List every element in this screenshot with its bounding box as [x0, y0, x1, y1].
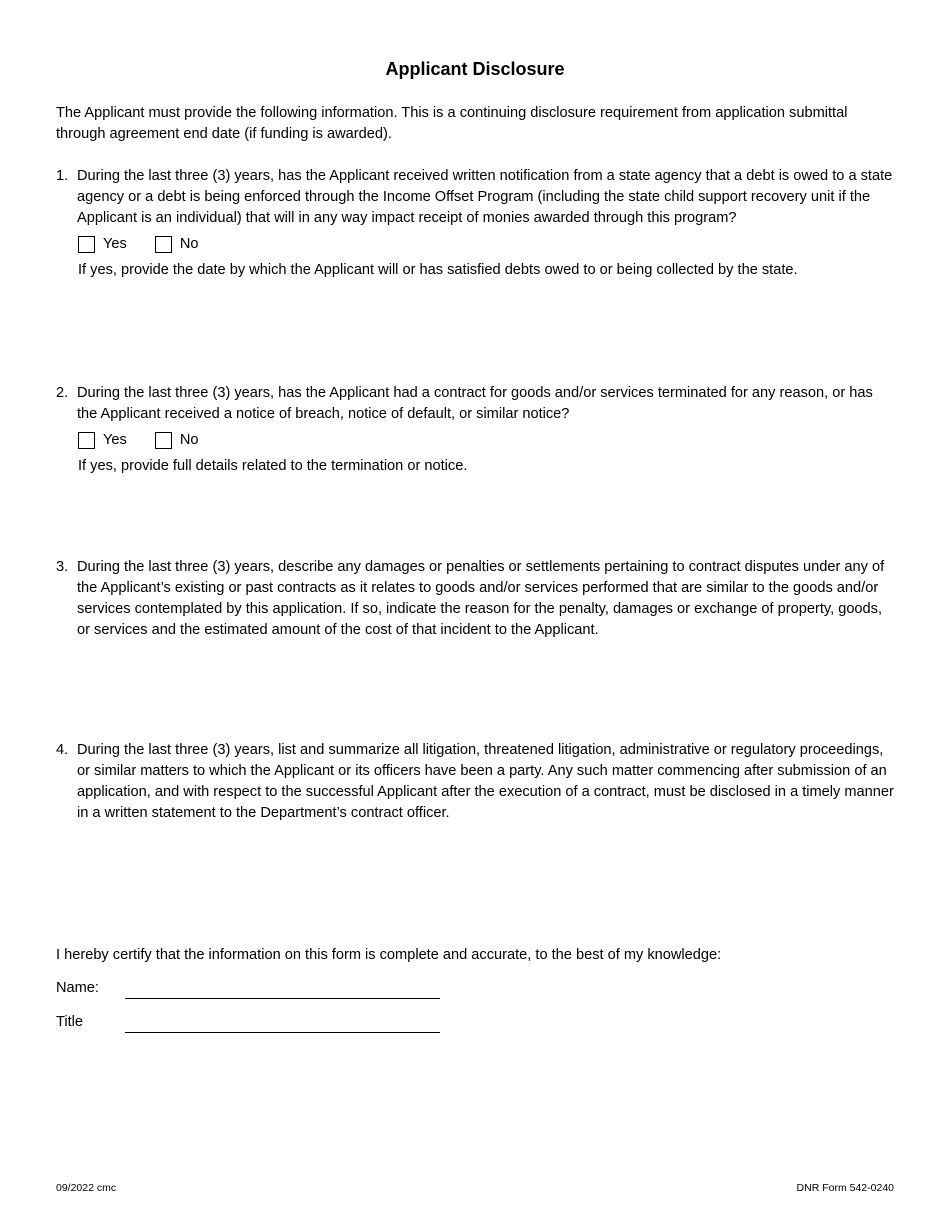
title-row — [56, 1012, 440, 1033]
no-label: No — [179, 431, 199, 448]
question-number: 3. — [56, 559, 69, 575]
question-4 — [56, 740, 896, 824]
certify-statement: I hereby certify that the information on this form is complete and accurate, to the best of my knowledge: — [56, 947, 722, 963]
followup-text: If yes, provide the date by which the Applicant will or has satisfied debts owed to or being collected by the state. — [78, 262, 798, 278]
yes-no-group — [78, 233, 896, 255]
name-row — [56, 978, 440, 999]
question-2 — [56, 383, 896, 477]
no-checkbox[interactable] — [155, 236, 172, 253]
question-number: 2. — [56, 385, 69, 401]
intro-paragraph: The Applicant must provide the following information. This is a continuing disclosure requirement from application submittal through agreement end date (if funding is awarded). — [56, 105, 848, 142]
no-checkbox[interactable] — [155, 432, 172, 449]
no-option[interactable] — [155, 234, 199, 255]
question-text: During the last three (3) years, list and summarize all litigation, threatened litigation, administrative or regulatory proceedings, or similar matters to which the Applicant or its officers have been a party. Any such matter commencing after submission of an application, and with respect to the successful Applicant after the execution of a contract, must be disclosed in a timely manner in a written statement to the Department’s contract officer. — [77, 742, 894, 821]
name-field[interactable] — [125, 979, 440, 999]
yes-checkbox[interactable] — [78, 236, 95, 253]
question-text: During the last three (3) years, has the Applicant received written notification from a state agency that a debt is owed to a state agency or a debt is being enforced through the Income Offset Program (including the state child support recovery unit if the Applicant is an individual) that will in any way impact receipt of monies awarded through this program? — [77, 168, 893, 226]
question-text: During the last three (3) years, describe any damages or penalties or settlements pertaining to contract disputes under any of the Applicant’s existing or past contracts as it relates to goods and/or services performed that are similar to the goods and/or services contemplated by this application. If so, indicate the reason for the penalty, damages or exchange of property, goods, or services and the estimated amount of the cost of that incident to the Applicant. — [77, 559, 885, 638]
yes-option[interactable] — [78, 430, 127, 451]
page-title: Applicant Disclosure — [385, 59, 565, 79]
question-3 — [56, 557, 896, 641]
question-number: 4. — [56, 742, 69, 758]
yes-option[interactable] — [78, 234, 127, 255]
title-field[interactable] — [125, 1013, 440, 1033]
followup-text: If yes, provide full details related to the termination or notice. — [78, 458, 468, 474]
yes-checkbox[interactable] — [78, 432, 95, 449]
question-number: 1. — [56, 168, 69, 184]
title-label: Title — [56, 1014, 84, 1030]
no-label: No — [179, 235, 199, 252]
name-label: Name: — [56, 980, 99, 996]
no-option[interactable] — [155, 430, 199, 451]
question-1 — [56, 166, 896, 281]
yes-label: Yes — [103, 431, 127, 448]
yes-no-group — [78, 429, 896, 451]
question-text: During the last three (3) years, has the Applicant had a contract for goods and/or services terminated for any reason, or has the Applicant received a notice of breach, notice of default, or similar notice? — [77, 385, 873, 422]
yes-label: Yes — [103, 235, 127, 252]
footer-form-number: DNR Form 542-0240 — [796, 1182, 894, 1194]
footer-date: 09/2022 cmc — [56, 1182, 117, 1194]
